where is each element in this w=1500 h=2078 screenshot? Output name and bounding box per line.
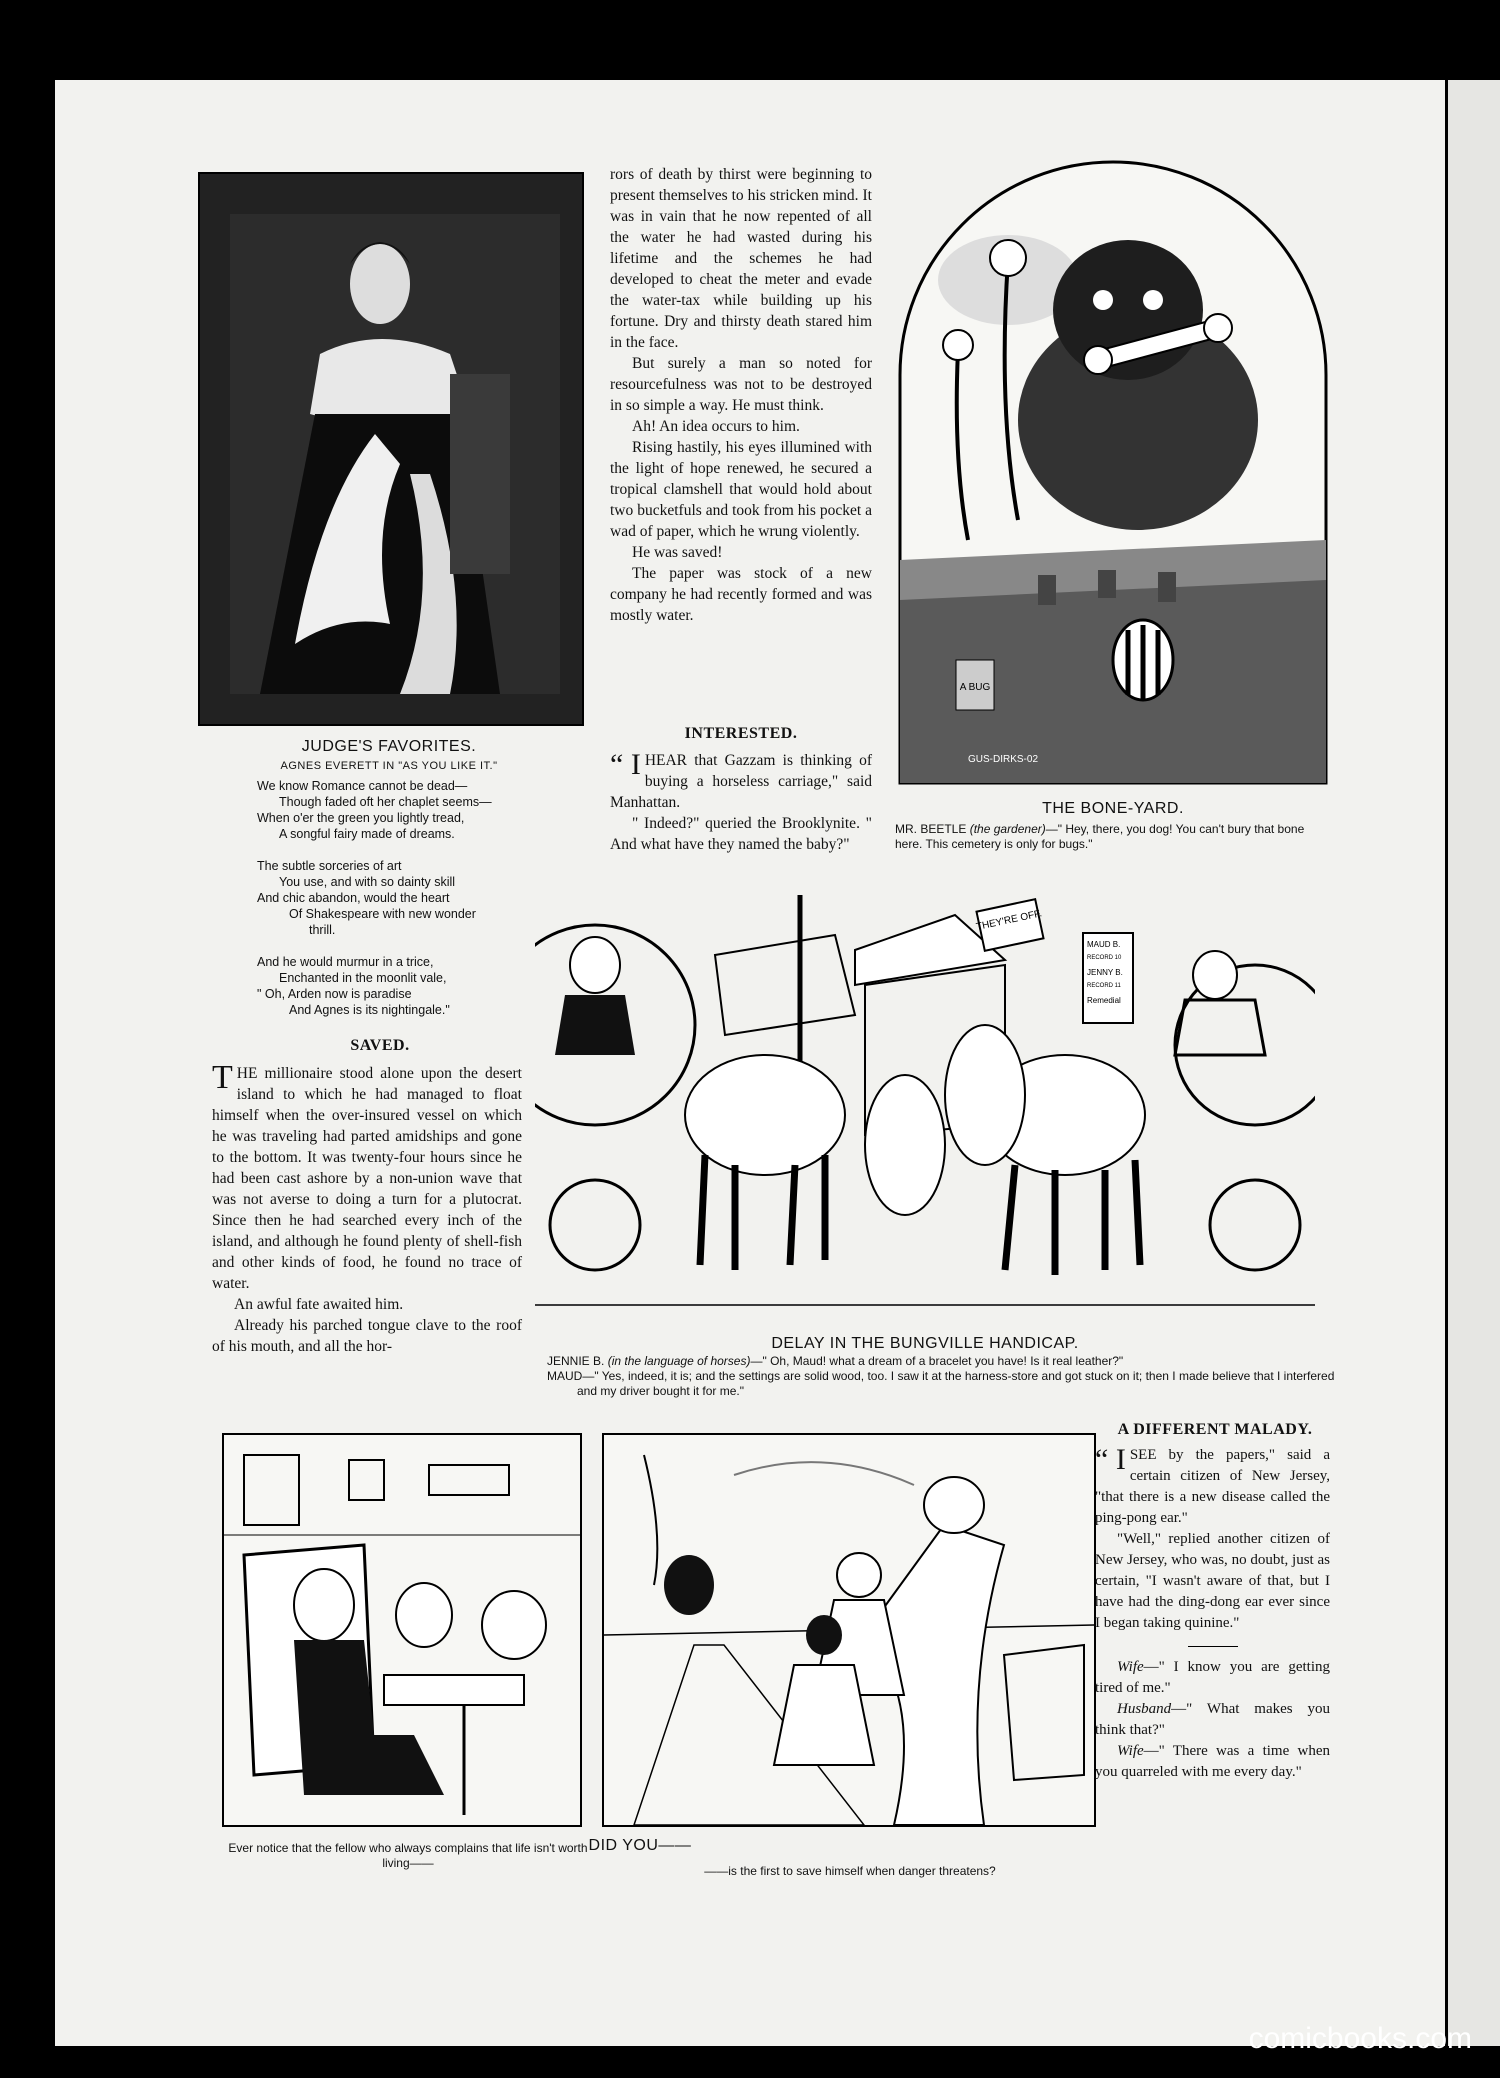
poem-line: A songful fairy made of dreams. bbox=[279, 827, 455, 841]
boneyard-title: THE BONE-YARD. bbox=[1042, 800, 1184, 817]
saved-paragraph: Rising hastily, his eyes illumined with the light of hope renewed, he secured a tropical clamshell that would hold about two bucketfuls and took from his pocket a wad of paper, which he wrung violently. bbox=[610, 439, 872, 540]
saved-paragraph: An awful fate awaited him. bbox=[234, 1296, 404, 1313]
saved-title: SAVED. bbox=[350, 1037, 410, 1054]
saved-paragraph: HE millionaire stood alone upon the desert island to which he had managed to float himself when the over-insured vessel on which he was traveling had parted amidships and gone to the bottom. It was twenty-four hours since he had been cast ashore by a non-union wave that was not averse to doing a turn for a plutocrat. Since then he had searched every inch of the island, and although he found plenty of shell-fish and other kinds of food, he found no trace of water. bbox=[212, 1065, 522, 1292]
poem-line: And chic abandon, would the heart bbox=[257, 891, 450, 905]
dropcap: T bbox=[212, 1059, 233, 1096]
portrait-illustration bbox=[200, 174, 582, 724]
board-line: Remedial bbox=[1087, 996, 1121, 1005]
dialogue: —" There was a time when you quarreled with me every day." bbox=[1095, 1743, 1330, 1780]
speaker: Wife bbox=[1117, 1743, 1144, 1759]
interested-paragraph: " Indeed?" queried the Brooklynite. " And what have they named the baby?" bbox=[610, 815, 872, 853]
poem-line: thrill. bbox=[309, 923, 336, 937]
poem-line: Though faded oft her chaplet seems— bbox=[279, 795, 492, 809]
interested-story bbox=[610, 750, 872, 855]
poem-line: When o'er the green you lightly tread, bbox=[257, 811, 465, 825]
saved-story-left bbox=[212, 1059, 522, 1357]
favorites-title: JUDGE'S FAVORITES. bbox=[301, 738, 477, 755]
dialogue: —" What makes you think that?" bbox=[1095, 1701, 1330, 1738]
board-line: MAUD B. bbox=[1087, 940, 1121, 949]
speaker: Husband bbox=[1117, 1701, 1172, 1717]
saved-paragraph: But surely a man so noted for resourcefulness was not to be destroyed in so simple a way. He must think. bbox=[610, 355, 872, 414]
board-line: RECORD 11 bbox=[1087, 983, 1121, 989]
artist-signature: GUS-DIRKS-02 bbox=[968, 754, 1039, 765]
dialogue: —" I know you are getting tired of me." bbox=[1095, 1659, 1330, 1696]
speaker-note: (the gardener) bbox=[969, 822, 1046, 836]
dialogue: —" Oh, Maud! what a dream of a bracelet you have! Is it real leather?" bbox=[750, 1354, 1124, 1368]
favorites-poem bbox=[257, 778, 577, 1018]
speaker: MR. BEETLE bbox=[895, 822, 967, 836]
portrait-photo bbox=[198, 172, 584, 726]
boneyard-illustration bbox=[898, 160, 1328, 785]
dropcap: “ I bbox=[1095, 1443, 1126, 1476]
didyou-title: DID YOU—— bbox=[588, 1837, 692, 1854]
didyou-panel-left bbox=[222, 1433, 582, 1827]
board-line: JENNY B. bbox=[1087, 968, 1123, 977]
dialogue: —" Hey, there, you dog! You can't bury that bone here. This cemetery is only for bugs." bbox=[895, 822, 1305, 851]
malady-paragraph: "Well," replied another citizen of New Jersey, who was, no doubt, just as certain, "I wasn't aware of that, but I have had the ding-dong ear ever since I began taking quinine." bbox=[1095, 1531, 1330, 1631]
poem-line: " Oh, Arden now is paradise bbox=[257, 987, 412, 1001]
adjacent-page-edge bbox=[1448, 80, 1500, 2046]
handicap-caption bbox=[547, 1354, 1339, 1399]
caption-line bbox=[547, 1354, 1339, 1369]
favorites-subtitle: AGNES EVERETT IN "AS YOU LIKE IT." bbox=[280, 760, 498, 772]
handicap-illustration bbox=[535, 895, 1315, 1320]
grave-sign: A BUG bbox=[959, 682, 991, 693]
caption-line bbox=[547, 1369, 1339, 1399]
divider bbox=[1188, 1646, 1238, 1647]
didyou-right-caption: ——is the first to save himself when danger threatens? bbox=[704, 1864, 996, 1878]
saved-paragraph: Already his parched tongue clave to the roof of his mouth, and all the hor- bbox=[212, 1317, 522, 1355]
didyou-left-illustration bbox=[224, 1435, 580, 1825]
malady-story bbox=[1095, 1445, 1330, 1783]
speaker-note: (in the language of horses) bbox=[607, 1354, 751, 1368]
handicap-cartoon bbox=[535, 895, 1315, 1320]
speaker: MAUD bbox=[547, 1369, 583, 1383]
site-watermark: comicbooks.com bbox=[1248, 2022, 1472, 2055]
boneyard-cartoon bbox=[898, 160, 1328, 785]
poem-line: We know Romance cannot be dead— bbox=[257, 779, 468, 793]
saved-paragraph: He was saved! bbox=[632, 544, 723, 561]
speaker: Wife bbox=[1117, 1659, 1144, 1675]
poem-line: And Agnes is its nightingale." bbox=[289, 1003, 450, 1017]
didyou-panel-right bbox=[602, 1433, 1096, 1827]
didyou-right-illustration bbox=[604, 1435, 1094, 1825]
boneyard-caption bbox=[895, 822, 1330, 852]
saved-paragraph: Ah! An idea occurs to him. bbox=[632, 418, 800, 435]
interested-paragraph: HEAR that Gazzam is thinking of buying a horseless carriage," said Manhattan. bbox=[610, 752, 872, 811]
poem-line: Enchanted in the moonlit vale, bbox=[279, 971, 447, 985]
saved-story-continued bbox=[610, 164, 872, 626]
poem-line: The subtle sorceries of art bbox=[257, 859, 402, 873]
sign-theyre-off: THEY'RE OFF. bbox=[975, 908, 1043, 933]
dialogue: —" Yes, indeed, it is; and the settings are solid wood, too. I saw it at the harness-store and got stuck on it; then I made believe that I interfered and my driver bought it for me." bbox=[577, 1369, 1335, 1398]
saved-paragraph: rors of death by thirst were beginning to present themselves to his stricken mind. It was in vain that he now repented of all the water he had wasted during his lifetime and the schemes he had developed to cheat the meter and evade the water-tax while building up his fortune. Dry and thirsty death stared him in the face. bbox=[610, 166, 872, 351]
board-line: RECORD 10 bbox=[1087, 955, 1122, 961]
malady-paragraph: SEE by the papers," said a certain citizen of New Jersey, "that there is a new disease called the ping-pong ear." bbox=[1095, 1447, 1330, 1526]
didyou-left-caption: Ever notice that the fellow who always complains that life isn't worth living—— bbox=[228, 1841, 588, 1870]
poem-line: And he would murmur in a trice, bbox=[257, 955, 434, 969]
dropcap: “ I bbox=[610, 748, 641, 781]
poem-line: Of Shakespeare with new wonder bbox=[289, 907, 476, 921]
saved-paragraph: The paper was stock of a new company he had recently formed and was mostly water. bbox=[610, 565, 872, 624]
poem-line: You use, and with so dainty skill bbox=[279, 875, 456, 889]
malady-title: A DIFFERENT MALADY. bbox=[1117, 1421, 1313, 1438]
speaker: JENNIE B. bbox=[547, 1354, 605, 1368]
interested-title: INTERESTED. bbox=[684, 725, 798, 742]
handicap-title: DELAY IN THE BUNGVILLE HANDICAP. bbox=[771, 1335, 1079, 1352]
